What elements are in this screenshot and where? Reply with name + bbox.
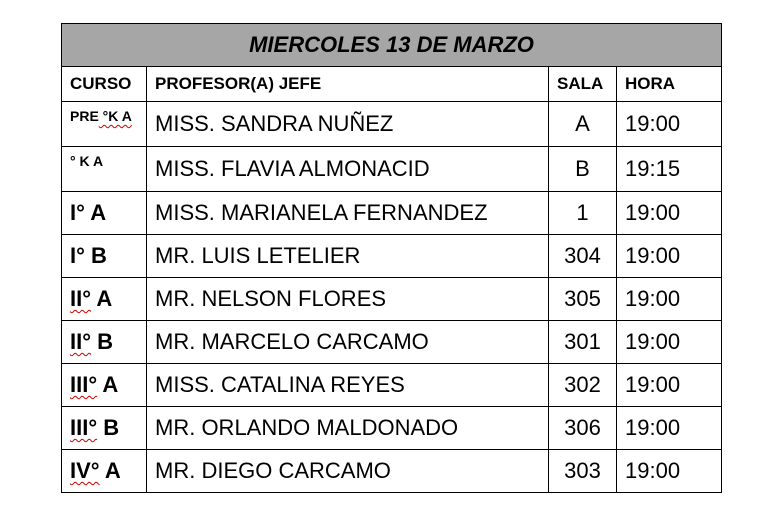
curso-cell bbox=[62, 102, 147, 147]
hora-cell: 19:00 bbox=[617, 407, 722, 450]
profesor-cell: MISS. CATALINA REYES bbox=[147, 364, 549, 407]
curso-text: I° A bbox=[70, 200, 107, 225]
curso-text: ° K A bbox=[70, 153, 104, 169]
sala-cell: 306 bbox=[549, 407, 617, 450]
table-row bbox=[62, 321, 722, 364]
curso-cell bbox=[62, 235, 147, 278]
hora-cell: 19:00 bbox=[617, 450, 722, 493]
header-curso: CURSO bbox=[62, 67, 147, 102]
curso-text: A bbox=[91, 286, 113, 311]
curso-text: B bbox=[97, 415, 120, 440]
curso-text: B bbox=[91, 329, 114, 354]
header-row bbox=[62, 67, 722, 102]
curso-text: A bbox=[99, 458, 121, 483]
curso-text: IV° bbox=[70, 458, 100, 483]
sala-cell: A bbox=[549, 102, 617, 147]
table-row bbox=[62, 278, 722, 321]
sala-cell: B bbox=[549, 147, 617, 192]
curso-text: III° bbox=[70, 372, 98, 397]
curso-cell bbox=[62, 407, 147, 450]
header-sala: SALA bbox=[549, 67, 617, 102]
profesor-cell: MR. ORLANDO MALDONADO bbox=[147, 407, 549, 450]
profesor-cell: MR. NELSON FLORES bbox=[147, 278, 549, 321]
curso-cell bbox=[62, 364, 147, 407]
curso-text: A bbox=[97, 372, 119, 397]
table-row bbox=[62, 450, 722, 493]
title-row bbox=[62, 24, 722, 67]
curso-cell bbox=[62, 450, 147, 493]
hora-cell: 19:00 bbox=[617, 364, 722, 407]
table-row bbox=[62, 364, 722, 407]
sala-cell: 1 bbox=[549, 192, 617, 235]
curso-cell bbox=[62, 147, 147, 192]
curso-text: II° bbox=[70, 329, 92, 354]
hora-cell: 19:15 bbox=[617, 147, 722, 192]
profesor-cell: MR. MARCELO CARCAMO bbox=[147, 321, 549, 364]
hora-cell: 19:00 bbox=[617, 192, 722, 235]
sala-cell: 305 bbox=[549, 278, 617, 321]
hora-cell: 19:00 bbox=[617, 102, 722, 147]
profesor-cell: MISS. FLAVIA ALMONACID bbox=[147, 147, 549, 192]
profesor-cell: MR. DIEGO CARCAMO bbox=[147, 450, 549, 493]
sala-cell: 304 bbox=[549, 235, 617, 278]
table-row bbox=[62, 192, 722, 235]
curso-text: °K A bbox=[98, 108, 132, 124]
header-profesor: PROFESOR(A) JEFE bbox=[147, 67, 549, 102]
curso-cell bbox=[62, 278, 147, 321]
sala-cell: 303 bbox=[549, 450, 617, 493]
curso-cell bbox=[62, 321, 147, 364]
schedule-table bbox=[61, 23, 722, 493]
table-row bbox=[62, 102, 722, 147]
table-row bbox=[62, 407, 722, 450]
sala-cell: 301 bbox=[549, 321, 617, 364]
hora-cell: 19:00 bbox=[617, 235, 722, 278]
curso-cell bbox=[62, 192, 147, 235]
hora-cell: 19:00 bbox=[617, 321, 722, 364]
header-hora: HORA bbox=[617, 67, 722, 102]
hora-cell: 19:00 bbox=[617, 278, 722, 321]
profesor-cell: MISS. MARIANELA FERNANDEZ bbox=[147, 192, 549, 235]
curso-text: I° B bbox=[70, 243, 107, 268]
profesor-cell: MISS. SANDRA NUÑEZ bbox=[147, 102, 549, 147]
table-row bbox=[62, 235, 722, 278]
curso-text: III° bbox=[70, 415, 98, 440]
curso-text: II° bbox=[70, 286, 92, 311]
table-row bbox=[62, 147, 722, 192]
table-title: MIERCOLES 13 DE MARZO bbox=[62, 24, 722, 67]
sala-cell: 302 bbox=[549, 364, 617, 407]
profesor-cell: MR. LUIS LETELIER bbox=[147, 235, 549, 278]
curso-text: PRE bbox=[70, 108, 99, 124]
